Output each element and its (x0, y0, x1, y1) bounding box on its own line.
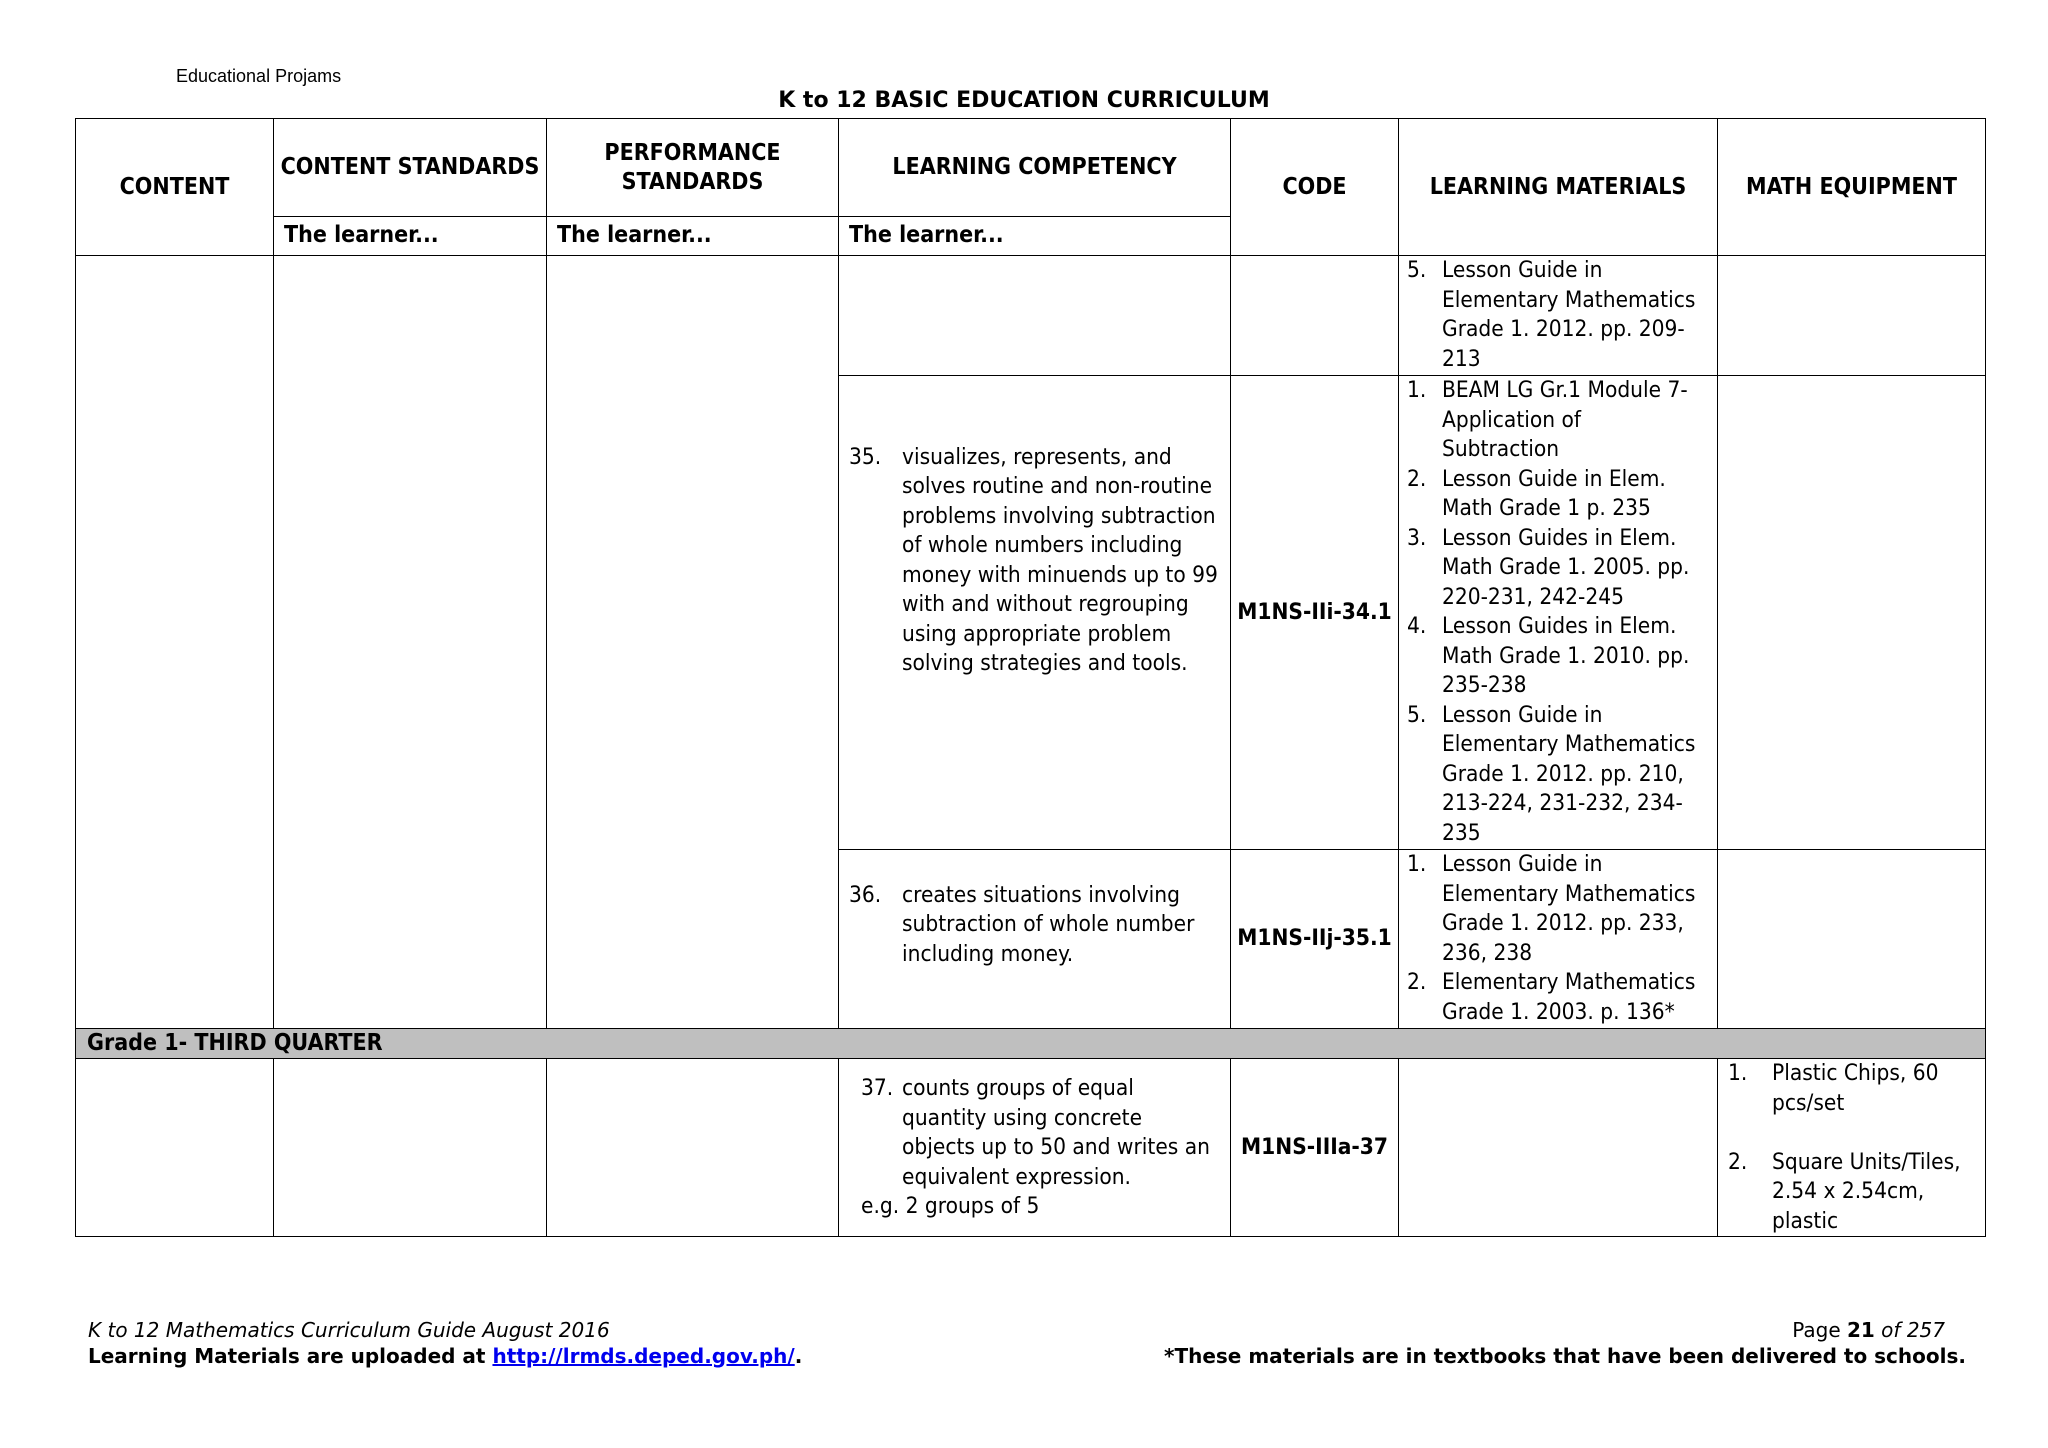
watermark-text: Educational Projams (176, 66, 342, 86)
code-cell (1231, 376, 1399, 850)
quarter-heading: Grade 1- THIRD QUARTER (76, 1029, 1986, 1059)
competency-cell (839, 850, 1231, 1029)
header-code: CODE (1231, 119, 1399, 256)
competency-code: M1NS-IIi-34.1 (1237, 598, 1392, 625)
equipment-item (1728, 1148, 1975, 1237)
table-row (76, 1059, 1986, 1237)
competency-code: M1NS-IIj-35.1 (1237, 925, 1392, 952)
competency-code: M1NS-IIIa-37 (1241, 1133, 1388, 1160)
footer-textbook-note: *These materials are in textbooks that have been delivered to schools. (1164, 1344, 1966, 1368)
list-text: Lesson Guide in Elementary Mathematics Grade 1. 2012. pp. 233, 236, 238 (1442, 851, 1696, 966)
equipment-cell (1718, 256, 1986, 376)
list-number: 5. (1407, 257, 1427, 283)
list-text: Lesson Guides in Elem. Math Grade 1. 2010. pp. 235-238 (1442, 613, 1690, 698)
list-text: Lesson Guide in Elementary Mathematics Grade 1. 2012. pp. 210, 213-224, 231-232, 234-235 (1442, 701, 1696, 846)
material-item (1407, 376, 1703, 465)
list-number: 5. (1407, 701, 1427, 728)
footer-upload-note (88, 1344, 802, 1368)
table-row (76, 256, 1986, 376)
list-number: 1. (1407, 851, 1427, 877)
header-performance-standards: PERFORMANCE STANDARDS (547, 119, 839, 217)
code-cell (1231, 1059, 1399, 1237)
competency-number: 36. (849, 881, 882, 908)
content-standards-cell (274, 1059, 547, 1237)
list-text: Elementary Mathematics Grade 1. 2003. p. 136* (1442, 969, 1696, 1025)
material-item (1407, 256, 1703, 374)
materials-list (1399, 256, 1717, 374)
list-text: Square Units/Tiles, 2.54 x 2.54cm, plastic (1772, 1148, 1961, 1234)
code-cell (1231, 256, 1399, 376)
material-item (1407, 524, 1703, 613)
page-current: 21 (1846, 1318, 1875, 1342)
performance-standards-cell (547, 1059, 839, 1237)
footer-upload-suffix: . (794, 1344, 803, 1368)
footer-upload-prefix: Learning Materials are uploaded at (88, 1344, 493, 1368)
competency-example: e.g. 2 groups of 5 (861, 1193, 1040, 1219)
list-text: Lesson Guide in Elementary Mathematics Grade 1. 2012. pp. 209-213 (1442, 257, 1696, 372)
material-item (1407, 465, 1703, 524)
equipment-list (1718, 1059, 1985, 1236)
materials-list (1399, 850, 1717, 1027)
page-label: Page (1792, 1318, 1847, 1342)
list-number: 2. (1728, 1148, 1748, 1175)
footer-guide-title: K to 12 Mathematics Curriculum Guide August 2016 (88, 1318, 610, 1342)
competency-cell (839, 256, 1231, 376)
header-math-equipment: MATH EQUIPMENT (1718, 119, 1986, 256)
content-standards-cell (274, 256, 547, 1029)
materials-cell (1399, 1059, 1718, 1237)
performance-standards-cell (547, 256, 839, 1029)
header-content-standards: CONTENT STANDARDS (274, 119, 547, 217)
equipment-item (1728, 1059, 1975, 1118)
learner-label-ps: The learner... (547, 217, 839, 256)
competency-text: creates situations involving subtraction of whole number including money. (902, 881, 1195, 967)
equipment-cell (1718, 1059, 1986, 1237)
material-item (1407, 612, 1703, 701)
list-number: 2. (1407, 465, 1427, 492)
lrmds-link[interactable]: http://lrmds.deped.gov.ph/ (492, 1344, 795, 1368)
materials-list (1399, 376, 1717, 848)
competency-number: 35. (849, 443, 882, 470)
learner-label-lc: The learner... (839, 217, 1231, 256)
header-learning-competency: LEARNING COMPETENCY (839, 119, 1231, 217)
list-text: Lesson Guide in Elem. Math Grade 1 p. 235 (1442, 465, 1666, 521)
list-number: 1. (1728, 1060, 1748, 1086)
curriculum-table (75, 118, 1986, 1237)
content-cell (76, 1059, 274, 1237)
list-number: 2. (1407, 969, 1427, 995)
list-text: Plastic Chips, 60 pcs/set (1772, 1060, 1939, 1116)
competency-number: 37. (861, 1075, 894, 1101)
page-number (1792, 1318, 1945, 1342)
page-total: of 257 (1874, 1318, 1945, 1342)
equipment-cell (1718, 376, 1986, 850)
competency-text: visualizes, represents, and solves routine and non-routine problems involving subtraction of whole numbers including money with minuends up to 99 with and without regrouping using appropriate problem solving strategies and tools. (902, 443, 1218, 676)
material-item (1407, 850, 1703, 968)
competency-cell (839, 1059, 1231, 1237)
materials-cell (1399, 256, 1718, 376)
competency-text: counts groups of equal quantity using concrete objects up to 50 and writes an equivalent expression. (902, 1075, 1211, 1190)
equipment-cell (1718, 850, 1986, 1029)
code-cell (1231, 850, 1399, 1029)
list-number: 1. (1407, 377, 1427, 403)
material-item (1407, 968, 1703, 1027)
list-number: 3. (1407, 524, 1427, 551)
materials-cell (1399, 376, 1718, 850)
list-number: 4. (1407, 613, 1427, 639)
content-cell (76, 256, 274, 1029)
document-title: K to 12 BASIC EDUCATION CURRICULUM (778, 88, 1270, 113)
materials-cell (1399, 850, 1718, 1029)
list-text: BEAM LG Gr.1 Module 7-Application of Subtraction (1442, 377, 1688, 462)
material-item (1407, 701, 1703, 849)
header-learning-materials: LEARNING MATERIALS (1399, 119, 1718, 256)
header-content: CONTENT (76, 119, 274, 256)
learner-label-cs: The learner... (274, 217, 547, 256)
competency-cell (839, 376, 1231, 850)
list-text: Lesson Guides in Elem. Math Grade 1. 2005. pp. 220-231, 242-245 (1442, 524, 1690, 610)
